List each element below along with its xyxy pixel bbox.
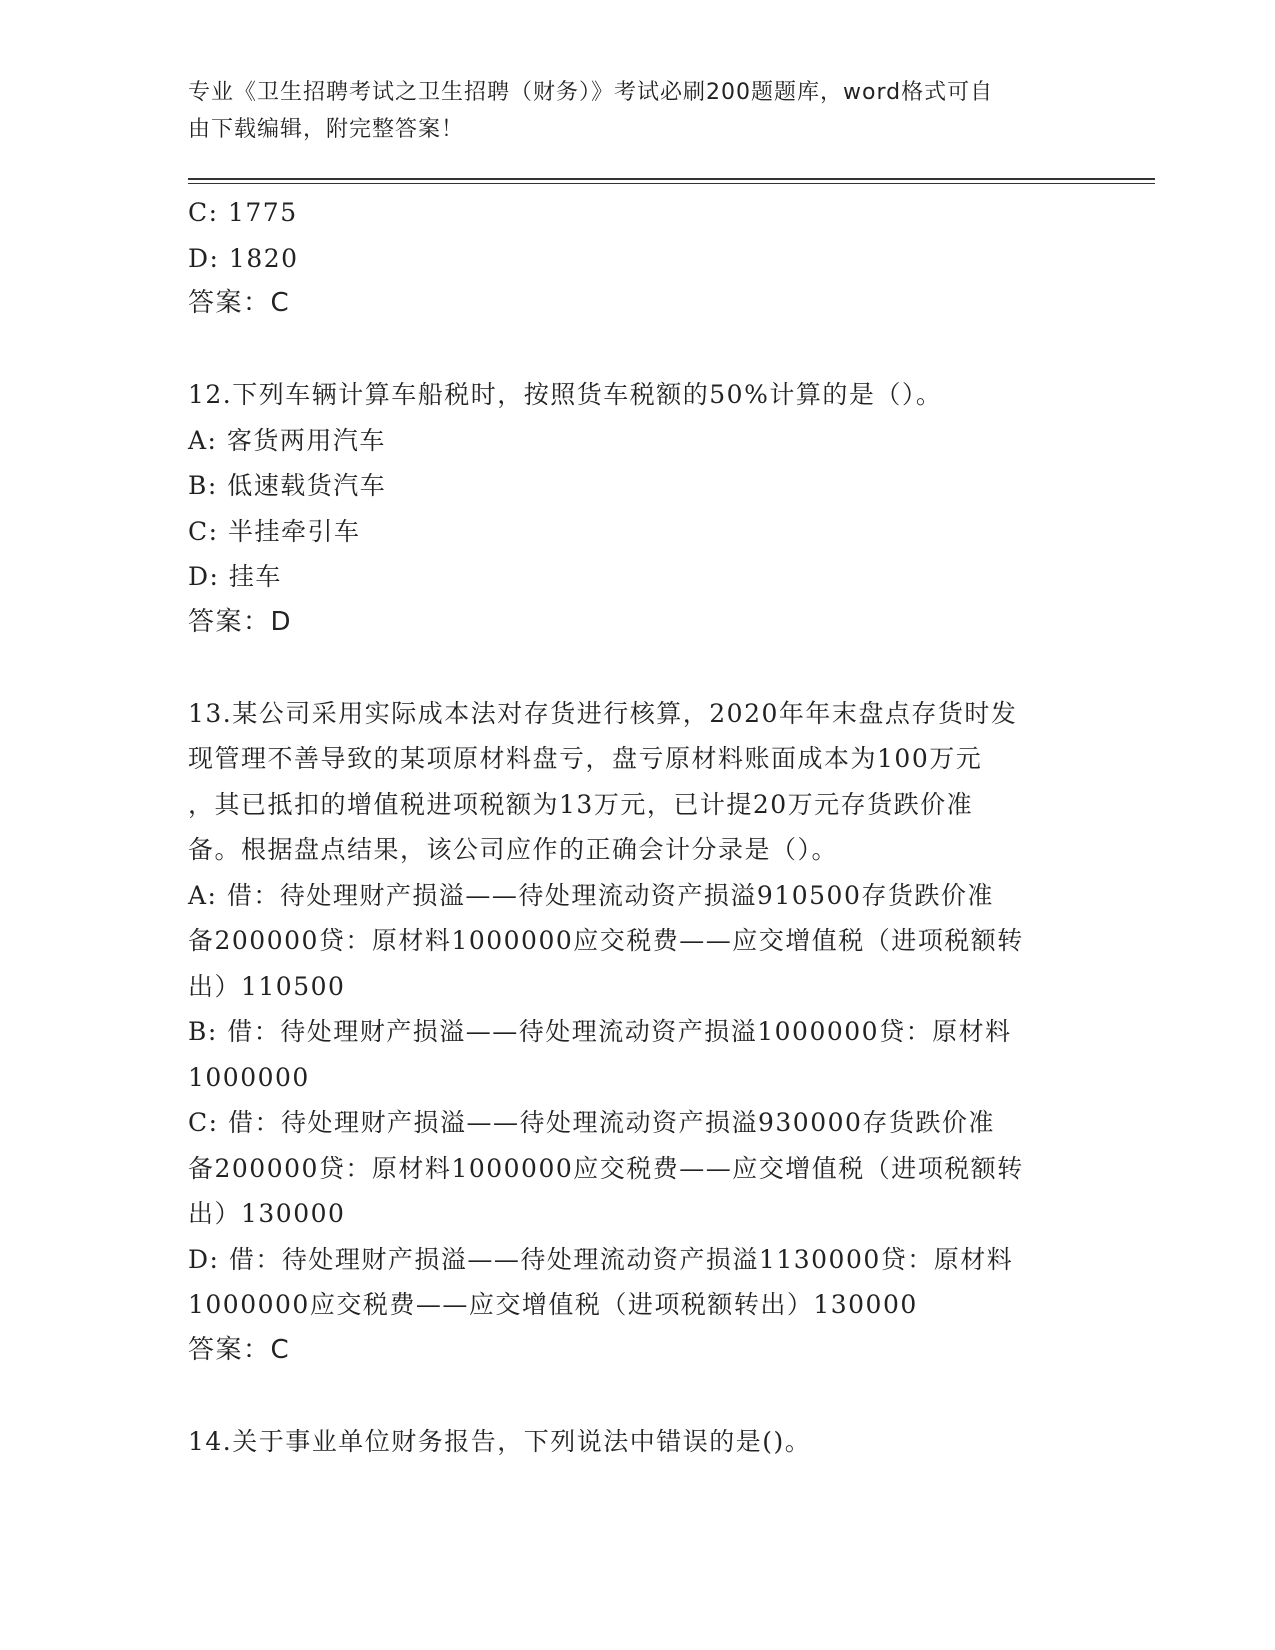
q13-option-a-line: A: 借：待处理财产损溢——待处理流动资产损溢910500存货跌价准 [188,880,994,910]
q13-option-b-line: 1000000 [188,1062,310,1092]
q13-option-d-line: D: 借：待处理财产损溢——待处理流动资产损溢1130000贷：原材料 [188,1244,1014,1274]
q12-answer: 答案：D [188,606,293,637]
q13-answer: 答案：C [188,1334,291,1365]
q13-option-d-line: 1000000应交税费——应交增值税（进项税额转出）130000 [188,1290,918,1319]
header-divider-thin [188,183,1155,184]
q11-answer: 答案：C [188,288,291,318]
q13-option-c-line: 备200000贷：原材料1000000应交税费——应交增值税（进项税额转 [188,1153,1024,1183]
q13-question-line: 备。根据盘点结果，该公司应作的正确会计分录是（）。 [188,835,839,864]
q13-question-line: ，其已抵扣的增值税进项税额为13万元，已计提20万元存货跌价准 [188,789,974,819]
q12-option-a: A: 客货两用汽车 [188,425,386,455]
q13-option-a-line: 出）110500 [188,971,346,1001]
q11-option-c: C: 1775 [188,198,298,227]
spacer [188,327,1088,373]
q13-option-c-line: C: 借：待处理财产损溢——待处理流动资产损溢930000存货跌价准 [188,1108,995,1137]
header-divider-thick [188,178,1155,180]
header-line-2: 由下载编辑，附完整答案！ [188,117,465,142]
question-content [188,190,1088,1464]
q13-option-b-line: B: 借：待处理财产损溢——待处理流动资产损溢1000000贷：原材料 [188,1017,1012,1046]
q13-option-a-line: 备200000贷：原材料1000000应交税费——应交增值税（进项税额转 [188,926,1024,955]
q13-option-c-line: 出）130000 [188,1199,346,1228]
header-line-1: 专业《卫生招聘考试之卫生招聘（财务）》考试必刷200题题库，word格式可自 [188,80,994,105]
q11-option-d: D: 1820 [188,243,299,273]
q14-question: 14.关于事业单位财务报告，下列说法中错误的是()。 [188,1426,812,1456]
q12-option-d: D: 挂车 [188,562,282,591]
spacer [188,1373,1088,1419]
q12-option-c: C: 半挂牵引车 [188,516,361,546]
q12-option-b: B: 低速载货汽车 [188,471,387,500]
q12-question: 12.下列车辆计算车船税时，按照货车税额的50%计算的是（）。 [188,380,943,409]
spacer [188,645,1088,691]
document-header [188,74,1088,148]
q13-question-line: 现管理不善导致的某项原材料盘亏，盘亏原材料账面成本为100万元 [188,744,983,773]
q13-question-line: 13.某公司采用实际成本法对存货进行核算，2020年年末盘点存货时发 [188,698,1018,728]
